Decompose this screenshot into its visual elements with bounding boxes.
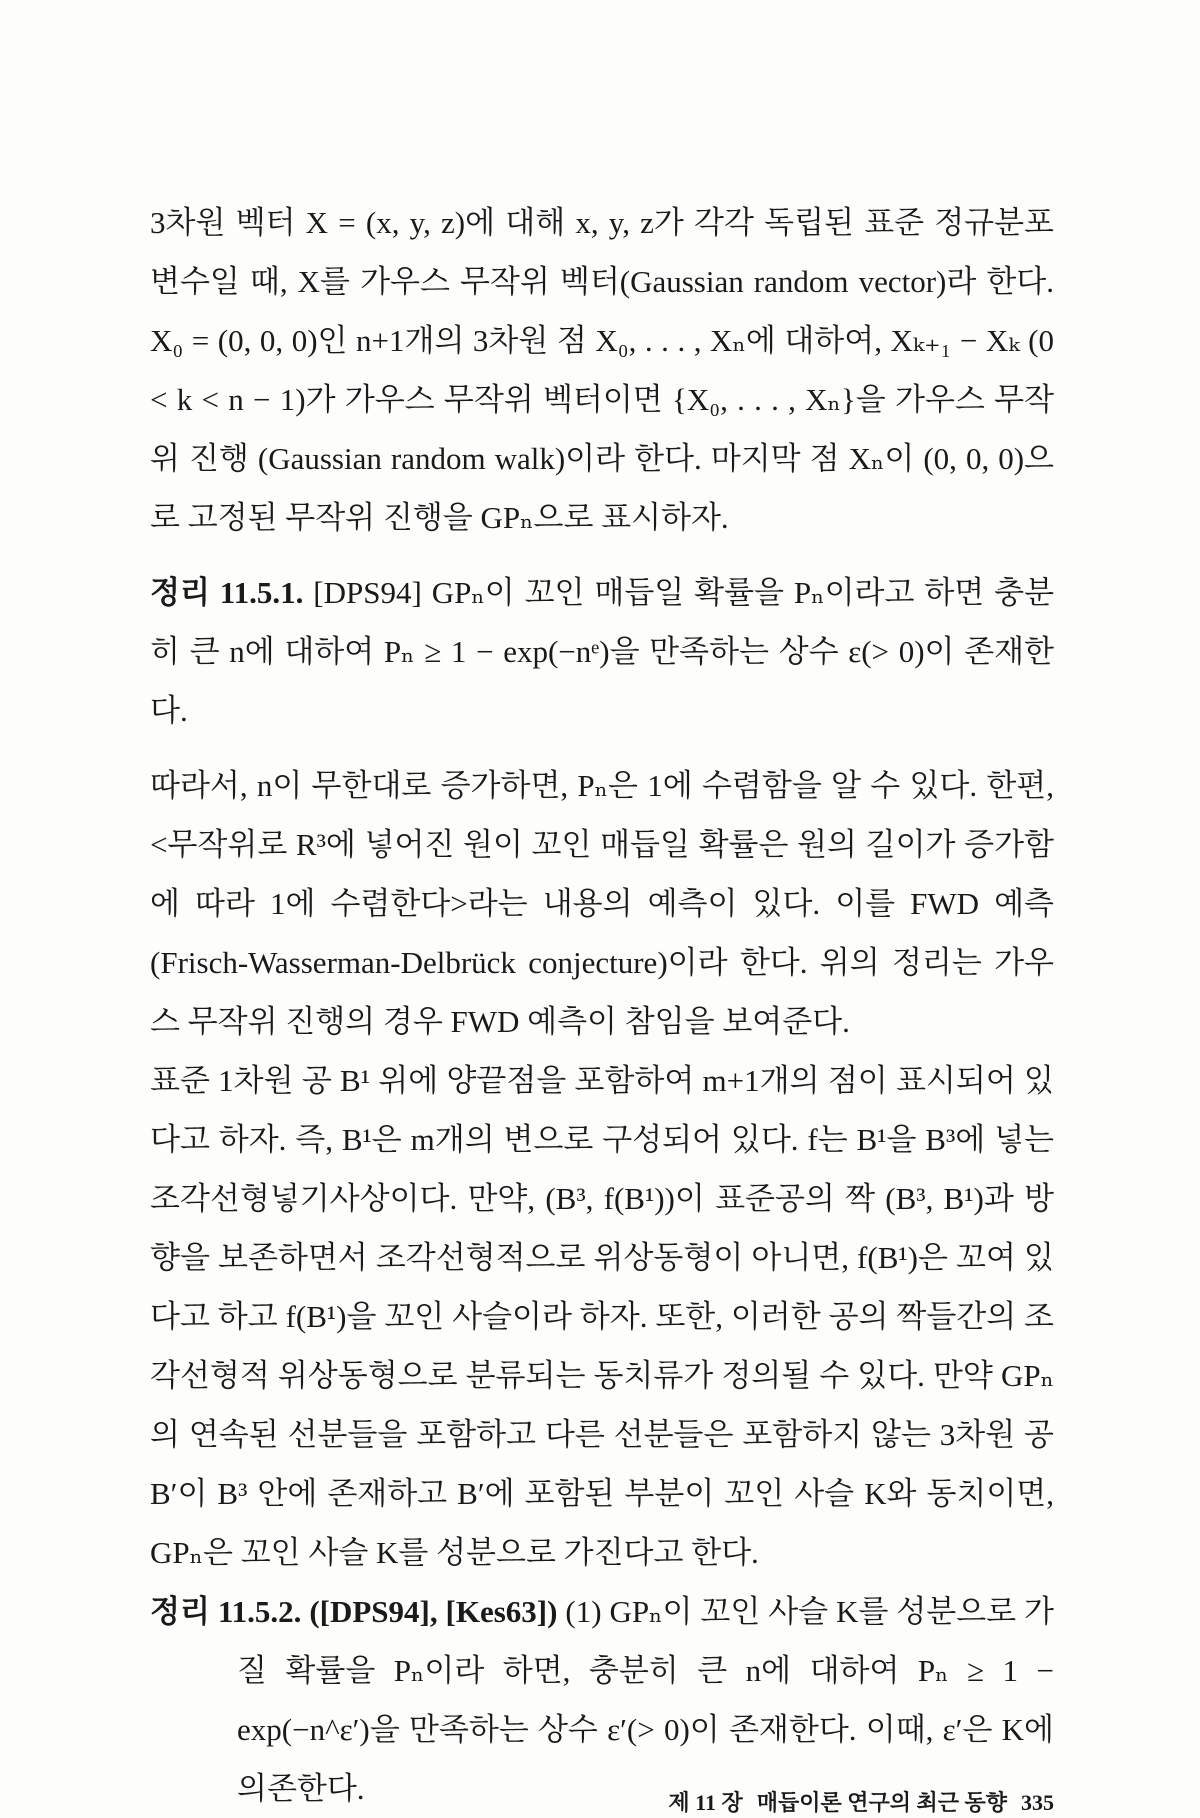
page-number: 335 <box>1021 1790 1054 1815</box>
theorem-label: 정리 11.5.2. <box>150 1594 302 1629</box>
body-text <box>150 193 1054 1818</box>
chapter-number: 제 11 장 <box>668 1790 743 1815</box>
theorem-body: (1) GPₙ이 꼬인 사슬 K를 성분으로 가질 확률을 Pₙ이라 하면, 충분히 큰 n에 대하여 Pₙ ≥ 1 − exp(−n^ε′)을 만족하는 상수 ε′(> 0)이 존재한다. 이때, ε′은 K에 의존한다. <box>237 1594 1054 1806</box>
theorem-label: 정리 11.5.1. <box>150 575 304 610</box>
theorem-reference: ([DPS94], [Kes63]) <box>309 1594 558 1629</box>
theorem-body: [DPS94] GPₙ이 꼬인 매듭일 확률을 Pₙ이라고 하면 충분히 큰 n에 대하여 Pₙ ≥ 1 − exp(−nᵉ)을 만족하는 상수 ε(> 0)이 존재한다. <box>150 575 1055 728</box>
page-footer <box>575 1786 1054 1817</box>
paragraph-gaussian-walk: 3차원 벡터 X = (x, y, z)에 대해 x, y, z가 각각 독립된 표준 정규분포 변수일 때, X를 가우스 무작위 벡터(Gaussian random vector)라 한다. X₀ = (0, 0, 0)인 n+1개의 3차원 점 X₀, . . . , Xₙ에 대하여, Xₖ₊₁ − Xₖ (0 < k < n − 1)가 가우스 무작위 벡터이면 {X₀, . . . , Xₙ}을 가우스 무작위 진행 (Gaussian random walk)이라 한다. 마지막 점 Xₙ이 (0, 0, 0)으로 고정된 무작위 진행을 GPₙ으로 표시하자. <box>150 205 1054 535</box>
theorem-11-5-1 <box>150 563 1054 740</box>
paragraph-knotted-chain: 표준 1차원 공 B¹ 위에 양끝점을 포함하여 m+1개의 점이 표시되어 있다고 하자. 즉, B¹은 m개의 변으로 구성되어 있다. f는 B¹을 B³에 넣는 조각선형넣기사상이다. 만약, (B³, f(B¹))이 표준공의 짝 (B³, B¹)과 방향을 보존하면서 조각선형적으로 위상동형이 아니면, f(B¹)은 꼬여 있다고 하고 f(B¹)을 꼬인 사슬이라 하자. 또한, 이러한 공의 짝들간의 조각선형적 위상동형으로 분류되는 동치류가 정의될 수 있다. 만약 GPₙ의 연속된 선분들을 포함하고 다른 선분들은 포함하지 않는 3차원 공 B′이 B³ 안에 존재하고 B′에 포함된 부분이 꼬인 사슬 K와 동치이면, GPₙ은 꼬인 사슬 K를 성분으로 가진다고 한다. <box>150 1063 1054 1570</box>
chapter-title: 매듭이론 연구의 최근 동향 <box>756 1790 1007 1815</box>
paragraph-fwd-conjecture: 따라서, n이 무한대로 증가하면, Pₙ은 1에 수렴함을 알 수 있다. 한편, <무작위로 R³에 넣어진 원이 꼬인 매듭일 확률은 원의 길이가 증가함에 따라 1에 수렴한다>라는 내용의 예측이 있다. 이를 FWD 예측(Frisch-Wasserman-Delbrück conjecture)이라 한다. 위의 정리는 가우스 무작위 진행의 경우 FWD 예측이 참임을 보여준다. <box>150 768 1054 1039</box>
theorem-11-5-2 <box>150 1582 1054 1818</box>
